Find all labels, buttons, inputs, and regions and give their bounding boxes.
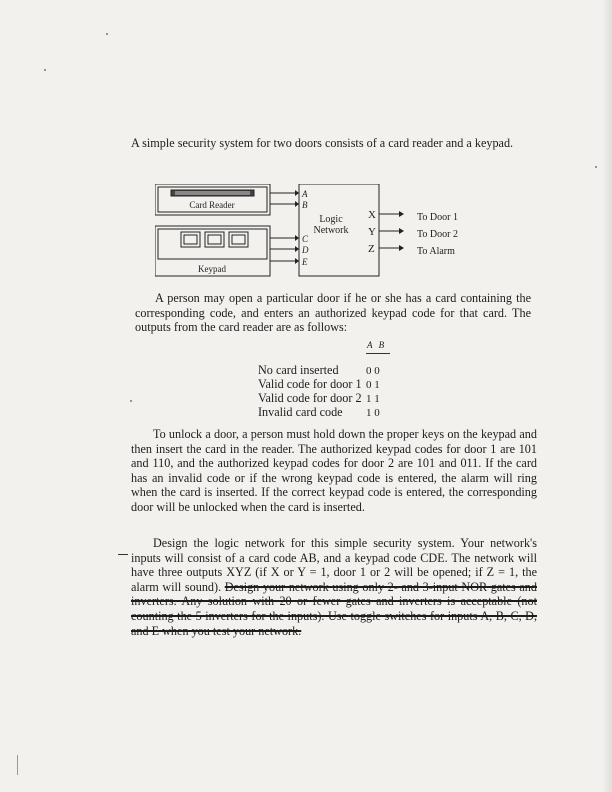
- code-value: 1 1: [366, 393, 380, 405]
- input-label: E: [302, 257, 308, 267]
- design-task-paragraph: [131, 536, 537, 638]
- struck-out-text: Design your network using only 2- and 3-input NOR gates and inverters. Any solution with 20 or fewer gates and inverters is acceptable (not counting the 5 inverters for the inputs). Use toggle switches for inputs A, B, C, D, and E when you test your network.: [131, 579, 537, 638]
- alarm-target: To Alarm: [417, 246, 455, 257]
- input-label: C: [302, 234, 309, 244]
- scan-speck: [130, 400, 132, 402]
- logic-title: Network: [313, 225, 349, 236]
- input-label: D: [302, 245, 309, 255]
- card-code-row: [258, 391, 396, 406]
- code-label: No card inserted: [258, 363, 339, 377]
- keypad-label: Keypad: [198, 264, 226, 274]
- scan-speck: [595, 166, 597, 168]
- code-value: 1 0: [366, 407, 380, 419]
- door1-target: To Door 1: [417, 212, 458, 223]
- code-value: 0 1: [366, 379, 380, 391]
- page-edge-shadow: [602, 0, 612, 792]
- code-label: Invalid card code: [258, 405, 343, 419]
- card-code-row: [258, 377, 396, 392]
- code-label: Valid code for door 1: [258, 377, 362, 391]
- margin-dash: [118, 554, 128, 555]
- scan-speck: [106, 33, 108, 35]
- logic-title: Logic: [319, 214, 343, 225]
- access-rules-paragraph: A person may open a particular door if he or she has a card containing the corresponding code, and enters an authorized keypad code for that card. The outputs from the card reader are as follows:: [135, 291, 531, 335]
- margin-mark: [17, 755, 18, 775]
- output-label: Y: [368, 226, 376, 238]
- card-code-row: [258, 405, 396, 420]
- scan-speck: [44, 69, 46, 71]
- header-underline: [366, 353, 390, 354]
- unlock-procedure-paragraph: To unlock a door, a person must hold down the proper keys on the keypad and then insert the card in the reader. The authorized keypad codes for door 1 are 101 and 110, and the authorized keypad codes for door 2 are 101 and 011. If the card has an invalid code or if the wrong keypad code is entered, the alarm will ring when the card is inserted. If the correct keypad code is entered, the corresponding door will be unlocked when the card is inserted.: [131, 427, 537, 514]
- card-code-row: [258, 363, 396, 378]
- design-task-text: Design the logic network for this simple security system. Your network's inputs will consist of a card code AB, and a keypad code CDE. The network will have three outputs XYZ (if X or Y = 1, door 1 or 2 will be opened; if Z = 1, the alarm will sound).: [131, 536, 537, 594]
- input-label: A: [302, 189, 308, 199]
- door2-target: To Door 2: [417, 229, 458, 240]
- intro-paragraph: A simple security system for two doors consists of a card reader and a keypad.: [131, 136, 514, 150]
- output-label: Z: [368, 243, 375, 255]
- card-reader-label: Card Reader: [189, 200, 235, 210]
- card-code-header: A B: [367, 340, 387, 350]
- input-label: B: [302, 200, 308, 210]
- output-label: X: [368, 209, 376, 221]
- code-value: 0 0: [366, 365, 380, 377]
- security-system-diagram: [155, 184, 405, 284]
- code-label: Valid code for door 2: [258, 391, 362, 405]
- output-targets: [417, 209, 458, 260]
